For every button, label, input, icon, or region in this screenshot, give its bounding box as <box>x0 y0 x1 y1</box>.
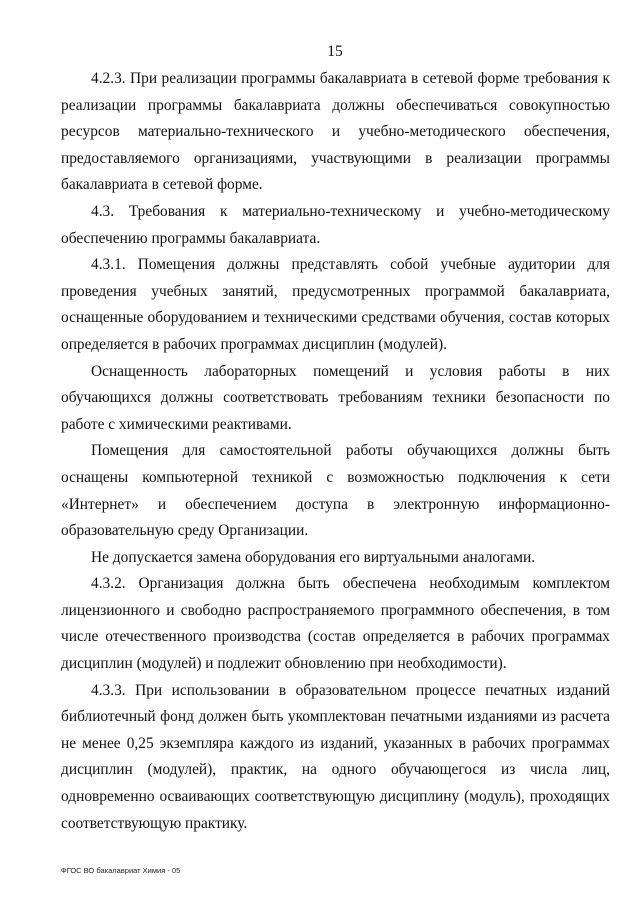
paragraph-self-study-rooms: Помещения для самостоятельной работы обучающихся должны быть оснащены компьютерной техникой с возможностью подключения к сети «Интернет» и обеспечением доступа в электронную информационно-образовательную среду Организации. <box>61 442 610 540</box>
paragraph-4-2-3: 4.2.3. При реализации программы бакалавриата в сетевой форме требования к реализации программы бакалавриата должны обеспечиваться совокупностью ресурсов материально-технического и учебно-методического обеспечения, предоставляемого организациями, участвующими в реализации программы бакалавриата в сетевой форме. <box>61 70 610 194</box>
paragraph-lab-equipment: Оснащенность лабораторных помещений и условия работы в них обучающихся должны соответствовать требованиям техники безопасности по работе с химическими реактивами. <box>61 362 610 433</box>
paragraph-4-3: 4.3. Требования к материально-техническому и учебно-методическому обеспечению программы бакалавриата. <box>61 202 610 247</box>
paragraph-4-3-2: 4.3.2. Организация должна быть обеспечена необходимым комплектом лицензионного и свободно распространяемого программного обеспечения, в том числе отечественного производства (состав определяется в рабочих программах дисциплин (модулей) и подлежит обновлению при необходимости). <box>61 575 610 673</box>
paragraph-4-3-3: 4.3.3. При использовании в образовательном процессе печатных изданий библиотечный фонд должен быть укомплектован печатными изданиями из расчета не менее 0,25 экземпляра каждого из изданий, указанных в рабочих программах дисциплин (модулей), практик, на одного обучающегося из числа лиц, одновременно осваивающих соответствующую дисциплину (модуль), проходящих соответствующую практику. <box>61 681 610 832</box>
document-body <box>61 66 610 837</box>
paragraph-4-3-1: 4.3.1. Помещения должны представлять собой учебные аудитории для проведения учебных занятий, предусмотренных программой бакалавриата, оснащенные оборудованием и техническими средствами обучения, состав которых определяется в рабочих программах дисциплин (модулей). <box>61 256 610 353</box>
paragraph-virtual-analogs: Не допускается замена оборудования его виртуальными аналогами. <box>91 548 536 566</box>
page-number: 15 <box>327 43 343 60</box>
document-footer: ФГОС ВО бакалавриат Химия - 05 <box>61 866 181 875</box>
